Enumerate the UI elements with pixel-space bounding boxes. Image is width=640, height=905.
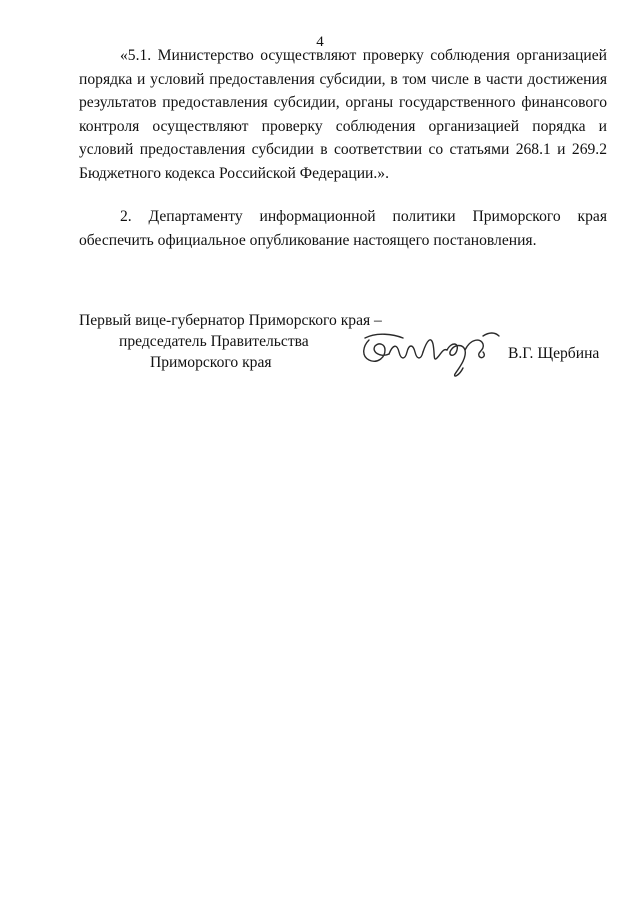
paragraph-publication	[79, 205, 607, 252]
paragraph-text: «5.1. Министерство осуществляют проверку соблюдения организацией порядка и условий предоставления субсидии, в том числе в части достижения результатов предоставления субсидии, органы государственного финансового контроля осуществляют проверку соблюдения организацией порядка и условий предоставления субсидии в соответствии со статьями 268.1 и 269.2 Бюджетного кодекса Российской Федерации.».	[79, 47, 607, 182]
paragraph-text: 2. Департаменту информационной политики Приморского края обеспечить официальное опубликование настоящего постановления.	[79, 208, 607, 249]
handwritten-signature	[355, 322, 505, 378]
page-number: 4	[316, 34, 324, 50]
signer-name: В.Г. Щербина	[508, 345, 600, 362]
paragraph-amendment	[79, 44, 607, 185]
signatory-position	[79, 310, 382, 373]
position-line: председатель Правительства	[119, 333, 309, 350]
position-line: Приморского края	[150, 354, 272, 371]
position-line: Первый вице-губернатор Приморского края –	[79, 312, 382, 329]
